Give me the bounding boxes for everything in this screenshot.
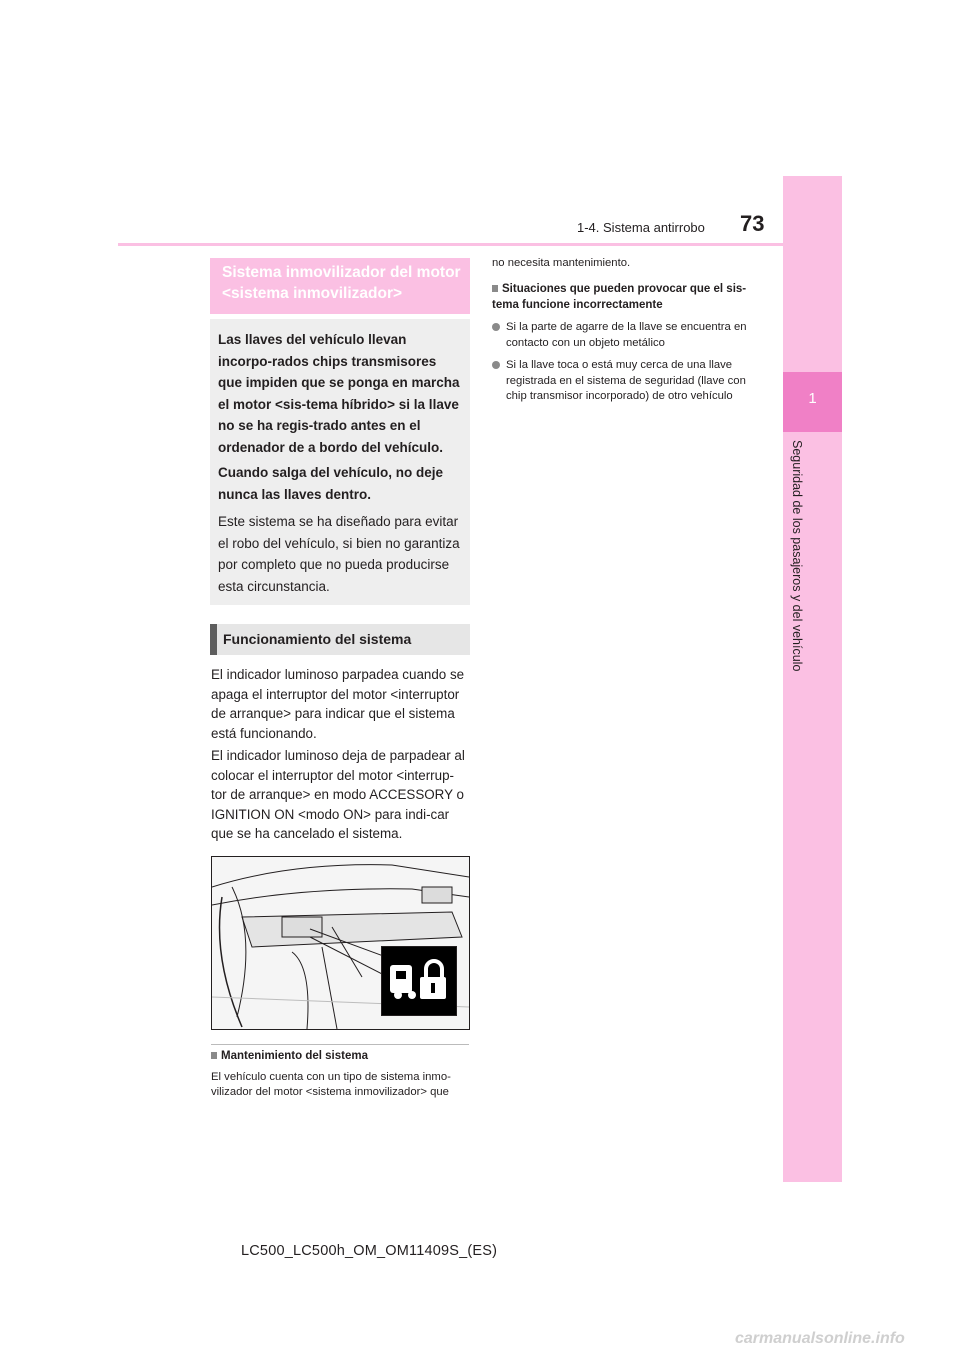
immobilizer-box-title: Sistema inmovilizador del motor <sistema inmovilizador>	[222, 264, 461, 302]
situation-bullet: Si la llave toca o está muy cerca de una llave registrada en el sistema de seguridad (llave con chip transmisor incorporado) de otro vehículo	[492, 358, 754, 405]
situation-bullet: Si la parte de agarre de la llave se encuentra en contacto con un objeto metálico	[492, 320, 754, 351]
chapter-label: Seguridad de los pasajeros y del vehículo	[790, 440, 804, 672]
maintenance-text: El vehículo cuenta con un tipo de sistema inmo-vilizador del motor <sistema inmovilizador> que	[211, 1071, 451, 1098]
immobilizer-warning-bold: Cuando salga del vehículo, no deje nunca las llaves dentro.	[218, 465, 444, 502]
system-operation-header-bar	[210, 624, 217, 655]
operation-paragraph-2: El indicador luminoso deja de parpadear al colocar el interruptor del motor <interrup-tor de arranque> en modo ACCESSORY o IGNITION ON <modo ON> para indi-car que se ha cancelado el sistema.	[211, 748, 465, 841]
divider-rule	[211, 1044, 469, 1045]
document-code: LC500_LC500h_OM_OM11409S_(ES)	[241, 1243, 498, 1259]
page-number: 73	[740, 211, 765, 236]
round-bullet-icon	[492, 323, 500, 331]
header-rule	[118, 243, 784, 246]
watermark: carmanualsonline.info	[735, 1330, 905, 1347]
system-operation-title: Funcionamiento del sistema	[223, 631, 412, 647]
chapter-number: 1	[808, 390, 817, 407]
situations-heading: Situaciones que pueden provocar que el sis-tema funcione incorrectamente	[492, 283, 747, 311]
section-title: 1-4. Sistema antirrobo	[577, 220, 705, 235]
square-bullet-icon	[211, 1052, 217, 1059]
car-lock-icon	[382, 947, 456, 1015]
immobilizer-intro-bold: Las llaves del vehículo llevan incorpo-rados chips transmisores que impiden que se ponga en marcha el motor <sis-tema híbrido> si la llave no se ha regis-trado antes en el ordenador de a bordo del vehículo.	[218, 332, 460, 455]
square-bullet-icon	[492, 285, 498, 292]
maintenance-heading: Mantenimiento del sistema	[211, 1050, 368, 1062]
operation-paragraph-1: El indicador luminoso parpadea cuando se apaga el interruptor del motor <interruptor de arranque> para indicar que el sistema está funcionando.	[211, 667, 465, 741]
immobilizer-note: Este sistema se ha diseñado para evitar el robo del vehículo, si bien no garantiza por completo que no pueda producirse esta circunstancia.	[218, 514, 460, 594]
round-bullet-icon	[492, 361, 500, 369]
maintenance-continuation: no necesita mantenimiento.	[492, 257, 631, 269]
immobilizer-indicator-icon	[381, 946, 457, 1016]
